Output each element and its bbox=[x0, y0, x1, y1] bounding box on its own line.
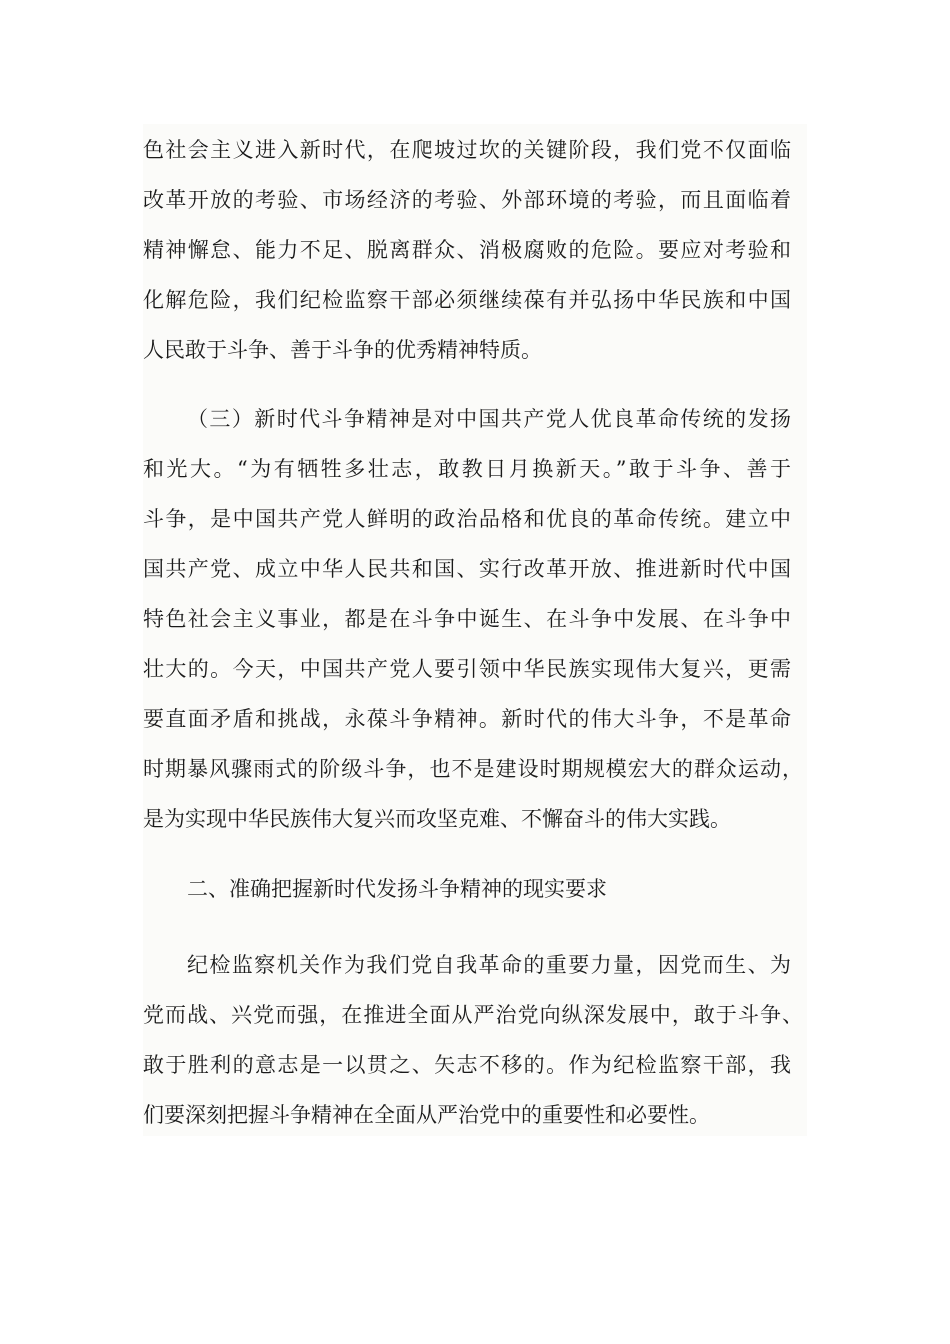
paragraph-2-line-6: 壮大的。今天，中国共产党人要引领中华民族实现伟大复兴，更需 bbox=[143, 657, 791, 681]
paragraph-4-line-1: 纪检监察机关作为我们党自我革命的重要力量，因党而生、为 bbox=[187, 953, 791, 977]
paragraph-1-line-2: 改革开放的考验、市场经济的考验、外部环境的考验，而且面临着 bbox=[143, 188, 791, 212]
paragraph-1-line-4: 化解危险，我们纪检监察干部必须继续葆有并弘扬中华民族和中国 bbox=[143, 288, 791, 312]
paragraph-2-line-9: 是为实现中华民族伟大复兴而攻坚克难、不懈奋斗的伟大实践。 bbox=[143, 807, 731, 831]
paragraph-4-line-2: 党而战、兴党而强，在推进全面从严治党向纵深发展中，敢于斗争、 bbox=[143, 1003, 803, 1027]
paragraph-1-line-1: 色社会主义进入新时代，在爬坡过坎的关键阶段，我们党不仅面临 bbox=[143, 138, 791, 162]
paragraph-2-line-8: 时期暴风骤雨式的阶级斗争，也不是建设时期规模宏大的群众运动， bbox=[143, 757, 803, 781]
paragraph-1-line-3: 精神懈怠、能力不足、脱离群众、消极腐败的危险。要应对考验和 bbox=[143, 238, 791, 262]
paragraph-2-line-7: 要直面矛盾和挑战，永葆斗争精神。新时代的伟大斗争，不是革命 bbox=[143, 707, 791, 731]
section-heading: 二、准确把握新时代发扬斗争精神的现实要求 bbox=[187, 877, 607, 901]
document-body bbox=[143, 124, 807, 1136]
paragraph-4-line-3: 敢于胜利的意志是一以贯之、矢志不移的。作为纪检监察干部，我 bbox=[143, 1053, 791, 1077]
paragraph-2-line-4: 国共产党、成立中华人民共和国、实行改革开放、推进新时代中国 bbox=[143, 557, 791, 581]
paragraph-2-line-1: （三）新时代斗争精神是对中国共产党人优良革命传统的发扬 bbox=[187, 407, 791, 431]
paragraph-2-line-5: 特色社会主义事业，都是在斗争中诞生、在斗争中发展、在斗争中 bbox=[143, 607, 791, 631]
paragraph-2-line-3: 斗争，是中国共产党人鲜明的政治品格和优良的革命传统。建立中 bbox=[143, 507, 791, 531]
paragraph-2-line-2: 和光大。“为有牺牲多壮志，敢教日月换新天。”敢于斗争、善于 bbox=[143, 457, 791, 481]
paragraph-4-line-4: 们要深刻把握斗争精神在全面从严治党中的重要性和必要性。 bbox=[143, 1103, 710, 1127]
paragraph-1-line-5: 人民敢于斗争、善于斗争的优秀精神特质。 bbox=[143, 338, 542, 362]
